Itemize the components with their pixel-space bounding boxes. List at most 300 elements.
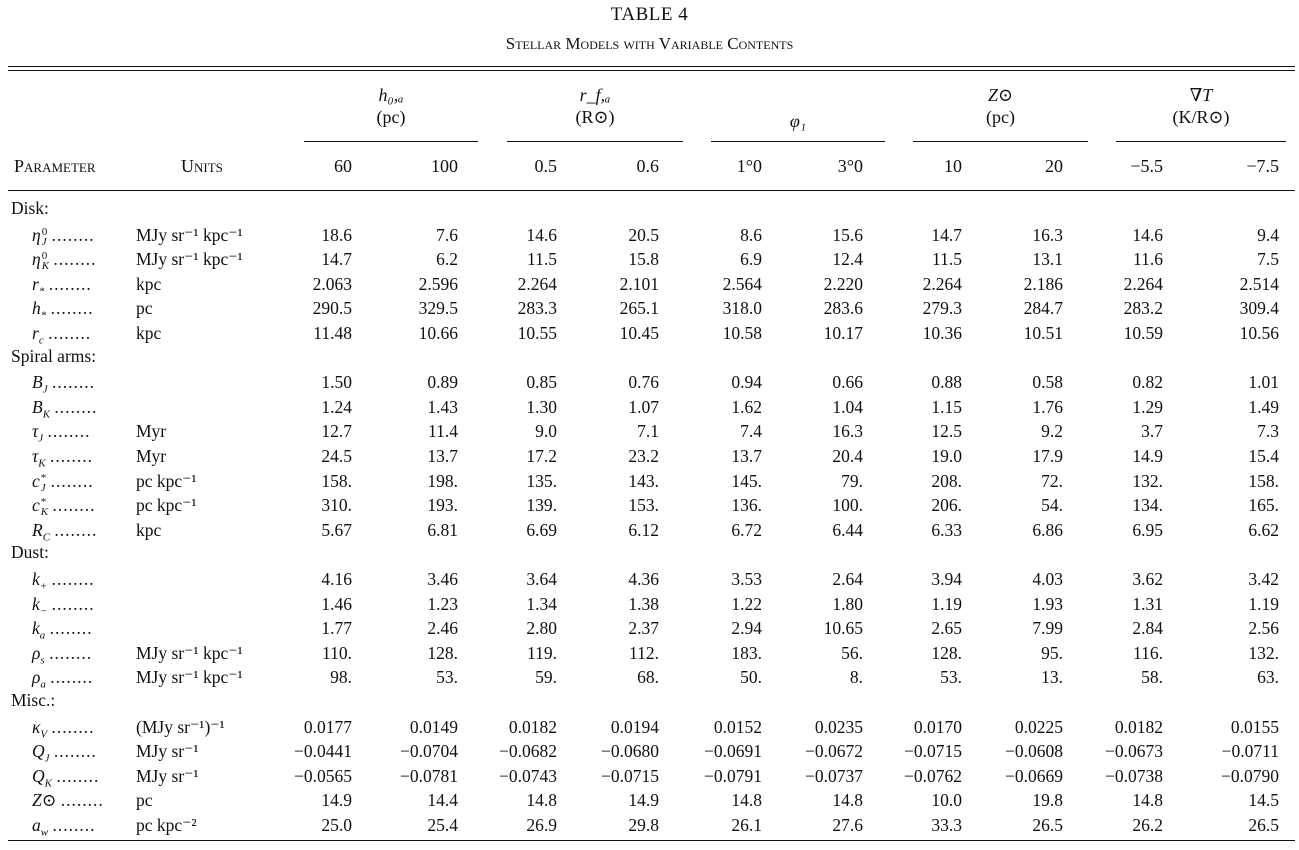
table-cell: 1.43	[427, 396, 458, 417]
table-row	[0, 616, 1299, 640]
table-cell: 10.51	[1023, 323, 1063, 343]
table-cell: 29.8	[628, 815, 659, 835]
table-cell: 158.	[321, 470, 352, 491]
parameter-symbol: $\tau_K$ ........	[32, 446, 93, 470]
table-cell: 1.31	[1132, 593, 1163, 614]
table-cell: 4.36	[628, 569, 659, 589]
group-symbol: h₀,ₐ	[378, 85, 404, 105]
table-cell: 2.56	[1248, 618, 1279, 639]
table-cell: 33.3	[931, 815, 962, 835]
column-header-value: 3°0	[837, 156, 863, 176]
table-cell: 19.0	[931, 446, 962, 466]
table-cell: 0.88	[931, 372, 962, 393]
table-row	[0, 764, 1299, 788]
table-cell: −0.0711	[1221, 741, 1279, 762]
table-cell: 208.	[931, 470, 962, 491]
parameter-symbol: $r_*$ ........	[32, 273, 92, 298]
table-cell: 310.	[321, 495, 352, 516]
parameter-unit: Myr	[136, 446, 167, 466]
table-cell: −0.0608	[1005, 741, 1063, 762]
table-cell: 1.62	[731, 396, 762, 417]
group-symbol: r_f,ₐ	[579, 85, 611, 105]
parameter-unit: MJy sr⁻¹ kpc⁻¹	[136, 249, 243, 270]
table-cell: 1.80	[832, 593, 863, 614]
table-cell: 17.9	[1032, 446, 1063, 466]
table-cell: 183.	[731, 642, 762, 663]
column-header-value: 0.5	[534, 156, 557, 176]
table-cell: 6.9	[740, 249, 762, 270]
table-cell: 14.6	[526, 224, 557, 245]
table-cell: 143.	[628, 470, 659, 491]
table-cell: 6.12	[628, 519, 659, 540]
table-cell: 2.063	[312, 273, 352, 294]
table-cell: 1.34	[526, 593, 557, 614]
table-cell: 12.5	[931, 421, 962, 442]
table-cell: 10.58	[722, 323, 762, 343]
table-cell: 0.94	[731, 372, 762, 393]
table-cell: 50.	[740, 667, 762, 688]
parameter-symbol: $B_K$ ........	[32, 396, 98, 421]
table-cell: 2.220	[823, 273, 863, 294]
table-cell: 2.514	[1239, 273, 1279, 294]
table-cell: 153.	[628, 495, 659, 516]
table-cell: 284.7	[1023, 298, 1063, 319]
table-cell: 1.19	[1248, 593, 1279, 614]
table-cell: 2.37	[628, 618, 659, 639]
table-cell: 6.86	[1032, 519, 1063, 540]
table-cell: 0.89	[427, 372, 458, 393]
table-cell: 56.	[841, 642, 863, 663]
table-row	[0, 715, 1299, 739]
table-cell: 0.76	[628, 372, 659, 393]
table-cell: 158.	[1248, 470, 1279, 491]
table-cell: −0.0762	[904, 765, 962, 786]
table-cell: 7.6	[436, 224, 458, 245]
parameter-symbol: $h_*$ ........	[32, 298, 94, 322]
table-cell: 1.77	[321, 618, 352, 639]
table-cell: 0.66	[832, 372, 863, 393]
table-cell: 95.	[1041, 642, 1063, 663]
parameter-symbol: $Q_K$ ........	[32, 765, 100, 790]
table-cell: 2.564	[722, 273, 762, 294]
table-cell: −0.0743	[499, 765, 557, 786]
table-cell: 68.	[637, 667, 659, 688]
table-cell: 0.82	[1132, 372, 1163, 393]
table-cell: 2.46	[427, 618, 458, 639]
table-cell: 6.72	[731, 519, 762, 540]
column-header-value: 100	[431, 156, 458, 176]
section-label: Spiral arms:	[11, 345, 97, 366]
table-cell: 12.4	[832, 249, 863, 270]
table-cell: −0.0704	[400, 741, 458, 762]
parameter-symbol: Z⊙ ........	[32, 790, 104, 811]
table-cell: 2.264	[517, 273, 557, 294]
table-cell: 13.7	[427, 446, 458, 466]
table-cell: −0.0791	[704, 765, 762, 786]
table-cell: 1.46	[321, 593, 352, 614]
table-cell: 7.5	[1257, 249, 1279, 270]
table-cell: 0.0155	[1230, 716, 1279, 737]
table-row	[0, 641, 1299, 665]
table-row	[0, 272, 1299, 296]
table-cell: 9.0	[535, 421, 557, 442]
table-cell: 3.94	[931, 569, 962, 589]
table-cell: 72.	[1041, 470, 1063, 491]
group-unit: (pc)	[376, 107, 406, 127]
table-cell: 14.8	[1132, 790, 1163, 811]
table-cell: 112.	[629, 642, 659, 663]
group-unit: (R⊙)	[575, 107, 615, 127]
column-header-value: 0.6	[636, 156, 659, 176]
table-cell: 309.4	[1239, 298, 1279, 319]
table-cell: 10.59	[1123, 323, 1163, 343]
table-cell: 132.	[1248, 642, 1279, 663]
table-cell: 0.0182	[1114, 716, 1163, 737]
table-cell: 10.36	[922, 323, 962, 343]
parameter-unit: kpc	[136, 519, 162, 540]
column-header-value: 1°0	[736, 156, 762, 176]
table-cell: 13.1	[1032, 249, 1063, 270]
table-cell: 2.80	[526, 618, 557, 639]
parameter-unit: Myr	[136, 421, 167, 442]
table-cell: 139.	[526, 495, 557, 516]
table-row	[0, 444, 1299, 468]
table-cell: 290.5	[312, 298, 352, 319]
table-cell: 3.7	[1141, 421, 1163, 442]
table-cell: 11.6	[1133, 249, 1163, 270]
table-subtitle: Stellar Models with Variable Contents	[505, 34, 794, 53]
table-cell: 10.17	[823, 323, 863, 343]
table-cell: 1.23	[427, 593, 458, 614]
group-rule	[711, 141, 885, 142]
table-cell: 79.	[841, 470, 863, 491]
table-cell: 16.3	[1032, 224, 1063, 245]
table-cell: 206.	[931, 495, 962, 516]
table-cell: 128.	[931, 642, 962, 663]
table-cell: 0.0149	[409, 716, 458, 737]
table-cell: −0.0715	[601, 765, 659, 786]
table-cell: 1.19	[931, 593, 962, 614]
table-cell: 10.45	[619, 323, 659, 343]
group-unit: (K/R⊙)	[1172, 107, 1230, 127]
table-cell: −0.0680	[601, 741, 659, 762]
table-cell: 7.3	[1257, 421, 1279, 442]
table-cell: 1.76	[1032, 396, 1063, 417]
table-cell: 110.	[322, 642, 352, 663]
table-cell: 19.8	[1032, 790, 1063, 811]
table-cell: 2.94	[731, 618, 762, 639]
table-cell: 198.	[427, 470, 458, 491]
table-cell: 1.22	[731, 593, 762, 614]
table-cell: 25.4	[427, 815, 458, 835]
top-rule-double	[8, 70, 1295, 71]
table-row	[0, 321, 1299, 345]
table-cell: 165.	[1248, 495, 1279, 516]
table-cell: 100.	[832, 495, 863, 516]
table-cell: 25.0	[321, 815, 352, 835]
parameter-symbol: $\rho_s$ ........	[32, 642, 93, 667]
parameter-symbol: $\kappa_V$ ........	[32, 716, 95, 741]
parameter-symbol: $\tau_J$ ........	[32, 421, 91, 445]
table-cell: 98.	[330, 667, 352, 688]
section-label: Misc.:	[11, 690, 56, 710]
table-cell: 3.53	[731, 569, 762, 589]
table-row	[0, 493, 1299, 517]
section-label: Disk:	[11, 198, 49, 218]
column-group-label	[507, 84, 683, 128]
table-cell: 283.2	[1123, 298, 1163, 319]
table-cell: 26.5	[1032, 815, 1063, 835]
table-row	[0, 592, 1299, 616]
table-cell: 136.	[731, 495, 762, 516]
table-cell: −0.0682	[499, 741, 557, 762]
table-cell: 14.9	[628, 790, 659, 811]
parameter-symbol: η 0 J ........	[32, 224, 95, 248]
table-cell: 16.3	[832, 421, 863, 442]
table-cell: 6.62	[1248, 519, 1279, 540]
table-cell: 329.5	[418, 298, 458, 319]
column-group-label	[304, 84, 478, 128]
table-cell: 0.58	[1032, 372, 1063, 393]
table-row	[0, 469, 1299, 493]
table-cell: −0.0441	[294, 741, 352, 762]
table-cell: −0.0781	[400, 765, 458, 786]
table-cell: 1.49	[1248, 396, 1279, 417]
table-cell: 2.264	[1123, 273, 1163, 294]
parameter-unit: pc kpc⁻²	[136, 815, 197, 835]
table-cell: 2.186	[1023, 273, 1063, 294]
table-cell: 14.9	[321, 790, 352, 811]
table-cell: 14.7	[321, 249, 352, 270]
table-cell: 3.42	[1248, 569, 1279, 589]
top-rule	[8, 66, 1295, 67]
table-cell: 20.4	[832, 446, 863, 466]
table-cell: 26.9	[526, 815, 557, 835]
parameter-symbol: $k_+$ ........	[32, 569, 95, 593]
table-cell: 134.	[1132, 495, 1163, 516]
table-cell: 18.6	[321, 224, 352, 245]
table-cell: 59.	[535, 667, 557, 688]
table-cell: 58.	[1141, 667, 1163, 688]
parameter-symbol: $r_c$ ........	[32, 323, 92, 347]
table-cell: 2.65	[931, 618, 962, 639]
table-cell: 15.8	[628, 249, 659, 270]
table-cell: 26.5	[1248, 815, 1279, 835]
table-cell: 26.2	[1132, 815, 1163, 835]
parameter-unit: (MJy sr⁻¹)⁻¹	[136, 716, 225, 737]
table-cell: 14.8	[731, 790, 762, 811]
parameter-symbol: η 0 K ........	[32, 249, 97, 273]
parameter-column-header: Parameter	[14, 156, 96, 176]
table-cell: 116.	[1133, 642, 1163, 663]
parameter-symbol: $k_a$ ........	[32, 618, 93, 642]
parameter-unit: MJy sr⁻¹ kpc⁻¹	[136, 667, 243, 688]
table-cell: 1.50	[321, 372, 352, 393]
table-cell: 11.5	[932, 249, 962, 270]
parameter-unit: pc	[136, 790, 153, 811]
table-cell: 0.0152	[713, 716, 762, 737]
header-rule	[8, 190, 1295, 191]
table-cell: 318.0	[722, 298, 762, 319]
table-cell: 11.5	[527, 249, 557, 270]
table-cell: 4.03	[1032, 569, 1063, 589]
table-cell: 15.6	[832, 224, 863, 245]
table-cell: 1.01	[1248, 372, 1279, 393]
table-cell: 1.24	[321, 396, 352, 417]
table-cell: 1.93	[1032, 593, 1063, 614]
table-cell: 10.0	[931, 790, 962, 811]
table-row	[0, 518, 1299, 542]
table-cell: 13.7	[731, 446, 762, 466]
table-cell: 2.84	[1132, 618, 1163, 639]
table-cell: 15.4	[1248, 446, 1279, 466]
parameter-symbol: $Q_J$ ........	[32, 741, 97, 765]
parameter-unit: kpc	[136, 273, 162, 294]
table-cell: 10.65	[823, 618, 863, 639]
group-symbol: ∇T	[1189, 85, 1213, 105]
table-cell: 10.55	[517, 323, 557, 343]
parameter-unit: pc kpc⁻¹	[136, 495, 197, 516]
table-cell: −0.0691	[704, 741, 762, 762]
table-row	[0, 395, 1299, 419]
table-cell: 10.56	[1239, 323, 1279, 343]
table-cell: 0.0170	[913, 716, 962, 737]
column-header-value: 20	[1045, 156, 1063, 176]
parameter-unit: MJy sr⁻¹	[136, 741, 199, 762]
table-cell: 7.99	[1032, 618, 1063, 639]
table-cell: 6.44	[832, 519, 863, 540]
parameter-unit: MJy sr⁻¹ kpc⁻¹	[136, 224, 243, 245]
parameter-unit: MJy sr⁻¹	[136, 765, 199, 786]
table-cell: 193.	[427, 495, 458, 516]
table-cell: −0.0673	[1105, 741, 1163, 762]
table-cell: −0.0790	[1221, 765, 1279, 786]
column-group-label	[711, 110, 885, 132]
table-cell: 2.101	[619, 273, 659, 294]
table-cell: 7.1	[637, 421, 659, 442]
table-cell: 3.62	[1132, 569, 1163, 589]
table-cell: 9.2	[1041, 421, 1063, 442]
table-cell: −0.0737	[805, 765, 863, 786]
parameter-symbol: $k_-$ ........	[32, 593, 95, 618]
table-cell: 1.29	[1132, 396, 1163, 417]
table-cell: 20.5	[628, 224, 659, 245]
parameter-symbol: $R_C$ ........	[32, 519, 98, 544]
table-cell: 0.85	[526, 372, 557, 393]
column-group-label	[913, 84, 1088, 128]
table-cell: −0.0565	[294, 765, 352, 786]
table-cell: 3.46	[427, 569, 458, 589]
table-cell: −0.0669	[1005, 765, 1063, 786]
table-cell: 14.9	[1132, 446, 1163, 466]
table-cell: 14.8	[526, 790, 557, 811]
table-cell: 6.33	[931, 519, 962, 540]
table-cell: 1.30	[526, 396, 557, 417]
table-cell: 265.1	[619, 298, 659, 319]
table-cell: 132.	[1132, 470, 1163, 491]
table-cell: 63.	[1257, 667, 1279, 688]
table-cell: 24.5	[321, 446, 352, 466]
group-rule	[913, 141, 1088, 142]
table-cell: 6.2	[436, 249, 458, 270]
column-header-value: 10	[944, 156, 962, 176]
table-cell: 4.16	[321, 569, 352, 589]
table-cell: −0.0738	[1105, 765, 1163, 786]
parameter-symbol: c * J ........	[32, 470, 94, 494]
table-cell: 13.	[1041, 667, 1063, 688]
section-label: Dust:	[11, 542, 49, 563]
table-cell: 135.	[526, 470, 557, 491]
table-row	[0, 370, 1299, 394]
table-cell: 3.64	[526, 569, 557, 589]
parameter-symbol: c * K ........	[32, 495, 96, 519]
table-cell: 2.596	[418, 273, 458, 294]
table-cell: 23.2	[628, 446, 659, 466]
table-cell: 279.3	[922, 298, 962, 319]
table-cell: 8.	[849, 667, 863, 688]
table-row	[0, 665, 1299, 689]
parameter-symbol: $a_w$ ........	[32, 815, 96, 839]
table-cell: 53.	[436, 667, 458, 688]
table-cell: 119.	[527, 642, 557, 663]
column-header-value: 60	[334, 156, 352, 176]
table-cell: 6.69	[526, 519, 557, 540]
table-row	[0, 813, 1299, 837]
table-row	[0, 788, 1299, 812]
table-cell: −0.0672	[805, 741, 863, 762]
table-cell: 17.2	[526, 446, 557, 466]
table-cell: 1.07	[628, 396, 659, 417]
table-cell: 2.64	[832, 569, 863, 589]
table-cell: 0.0194	[610, 716, 659, 737]
table-cell: 0.0182	[508, 716, 557, 737]
table-cell: 5.67	[321, 519, 352, 540]
table-cell: 7.4	[740, 421, 762, 442]
table-cell: 1.04	[832, 396, 863, 417]
table-cell: 11.4	[428, 421, 458, 442]
table-row	[0, 567, 1299, 591]
column-group-label	[1116, 84, 1286, 128]
group-rule	[1116, 141, 1286, 142]
group-rule	[304, 141, 478, 142]
column-header-value: −7.5	[1246, 156, 1279, 176]
table-cell: 128.	[427, 642, 458, 663]
group-rule	[507, 141, 683, 142]
table-cell: 14.6	[1132, 224, 1163, 245]
table-cell: 26.1	[731, 815, 762, 835]
table-cell: 9.4	[1257, 224, 1279, 245]
table-cell: 0.0235	[814, 716, 863, 737]
table-cell: 1.15	[931, 396, 962, 417]
table-cell: 1.38	[628, 593, 659, 614]
table-cell: 12.7	[321, 421, 352, 442]
table-cell: 11.48	[313, 323, 352, 343]
table-row	[0, 296, 1299, 320]
table-cell: −0.0715	[904, 741, 962, 762]
parameter-symbol: $\rho_a$ ........	[32, 667, 94, 691]
table-cell: 0.0177	[303, 716, 352, 737]
table-cell: 0.0225	[1014, 716, 1063, 737]
table-row	[0, 223, 1299, 247]
table-cell: 6.81	[427, 519, 458, 540]
table-row	[0, 739, 1299, 763]
bottom-rule	[8, 840, 1295, 841]
parameter-unit: pc	[136, 298, 153, 319]
table-cell: 14.7	[931, 224, 962, 245]
table-cell: 283.6	[823, 298, 863, 319]
parameter-unit: pc kpc⁻¹	[136, 470, 197, 491]
table-row	[0, 247, 1299, 271]
